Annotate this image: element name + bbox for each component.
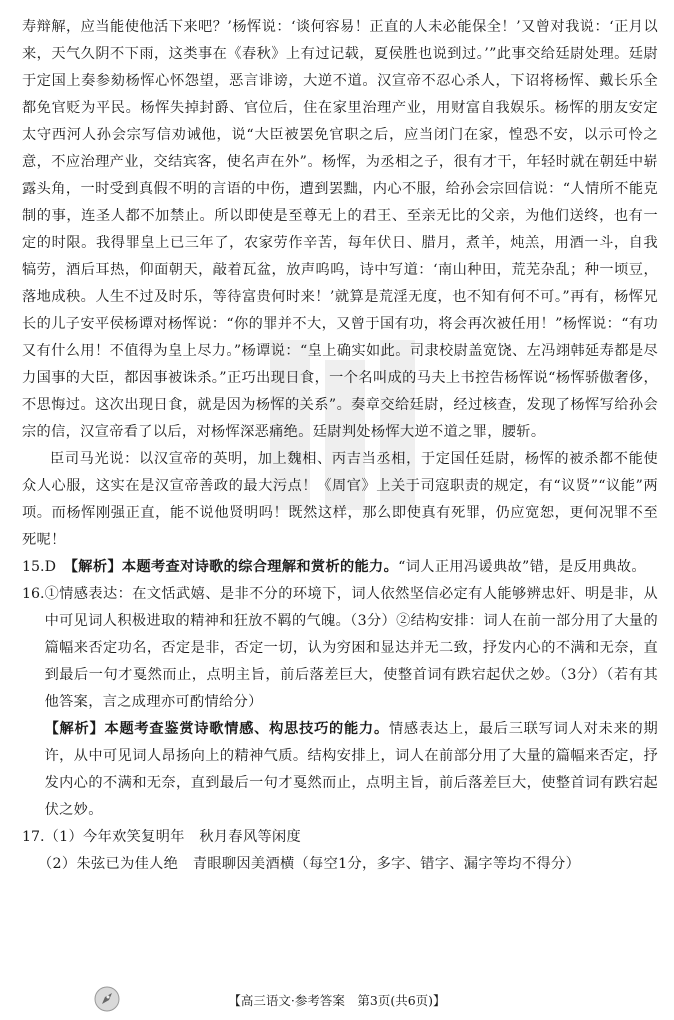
question-15 [22, 554, 658, 581]
question-16-analysis [45, 716, 658, 824]
passage-paragraph-1: 寿辩解，应当能使他活下来吧？’杨恽说：‘谈何容易！正直的人未必能保全！’又曾对我说：‘正月以来，天气久阴不下雨，这类事在《春秋》上有过记载，夏侯胜也说到过。’”此事交给廷尉处理。廷尉于定国上奏参劾杨恽心怀怨望，恶言诽谤，大逆不道。汉宣帝不忍心杀人，下诏将杨恽、戴长乐全都免官贬为平民。杨恽失掉封爵、官位后，住在家里治理产业，用财富自我娱乐。杨恽的朋友安定太守西河人孙会宗写信劝诫他，说“大臣被罢免官职之后，应当闭门在家，惶恐不安，以示可怜之意，不应治理产业，交结宾客，使名声在外”。杨恽，为丞相之子，很有才干，年轻时就在朝廷中崭露头角，一时受到真假不明的言语的中伤，遭到罢黜，内心不服，给孙会宗回信说：“人情所不能克制的事，连圣人都不加禁止。所以即使是至尊无上的君王、至亲无比的父亲，为他们送终，也有一定的时限。我得罪皇上已三年了，农家劳作辛苦，每年伏日、腊月，煮羊，炖羔，用酒一斗，自我犒劳，酒后耳热，仰面朝天，敲着瓦盆，放声呜呜，诗中写道：‘南山种田，荒芜杂乱；种一顷豆，落地成秧。人生不过及时乐，等待富贵何时来！’就算是荒淫无度，也不知有何不可。”再有，杨恽兄长的儿子安平侯杨谭对杨恽说：“你的罪并不大，又曾于国有功，将会再次被任用！”杨恽说：“有功又有什么用！不值得为皇上尽力。”杨谭说：“皇上确实如此。司隶校尉盖宽饶、左冯翊韩延寿都是尽力国事的大臣，都因事被诛杀。”正巧出现日食，一个名叫成的马夫上书控告杨恽说“杨恽骄傲奢侈，不思悔过。这次出现日食，就是因为杨恽的关系”。奏章交给廷尉，经过核查，发现了杨恽写给孙会宗的信，汉宣帝看了以后，对杨恽深恶痛绝。廷尉判处杨恽大逆不道之罪，腰斩。 [22, 19, 658, 440]
question-16 [22, 581, 658, 824]
question-17-line-1: （1）今年欢笑复明年 秋月春风等闲度 [44, 829, 302, 845]
question-15-content [45, 554, 658, 581]
answer-letter: D [44, 559, 57, 575]
question-17 [22, 824, 658, 851]
analysis-focus: 本题考查对诗歌的综合理解和赏析的能力。 [121, 559, 399, 575]
question-number: 15. [22, 559, 45, 575]
analysis-focus: 本题考查鉴赏诗歌情感、构思技巧的能力。 [104, 721, 389, 737]
answer-page [22, 14, 658, 878]
analysis-tag: 【解析】 [70, 559, 122, 575]
footer-text: 【高三语文·参考答案 第3页(共6页)】 [228, 993, 446, 1008]
question-number: 16. [22, 586, 45, 602]
passage-paragraph-2: 臣司马光说：以汉宣帝的英明，加上魏相、丙吉当丞相，于定国任廷尉，杨恽的被杀都不能使众人心服，这实在是汉宣帝善政的最大污点！《周官》上关于司寇职责的规定，有“议贤”“议能”两项。而杨恽刚强正直，能不说他贤明吗！既然这样，那么即使真有死罪，仍应宽恕，更何况罪不至死呢！ [22, 451, 658, 548]
question-number: 17. [22, 829, 45, 845]
question-17-line-2: （2）朱弦已为佳人绝 青眼聊因美酒横（每空1分，多字、错字、漏字等均不得分） [38, 856, 581, 872]
analysis-text: 情感表达上，最后三联写词人对未来的期许，从中可见词人昂扬向上的精神气质。结构安排上，词人在前部分用了大量的篇幅来否定，抒发内心的不满和无奈，直到最后一句才戛然而止，点明主旨，前后落差巨大，使整首词有跌宕起伏之妙。 [44, 721, 658, 818]
analysis-text: “词人正用冯谖典故”错，是反用典故。 [398, 559, 646, 575]
question-16-answer: ①情感表达：在文恬武嬉、是非不分的环境下，词人依然坚信必定有人能够辨忠奸、明是非，从中可见词人积极进取的精神和狂放不羁的气魄。（3分）②结构安排：词人在前一部分用了大量的篇幅来否定功名，否定是非，否定一切，认为穷困和显达并无二致，抒发内心的不满和无奈，直到最后一句才戛然而止，点明主旨，前后落差巨大，使整首词有跌宕起伏之妙。（3分）（若有其他答案，言之成理亦可酌情给分） [44, 586, 658, 710]
analysis-tag: 【解析】 [44, 721, 105, 737]
page-footer [0, 988, 674, 1012]
